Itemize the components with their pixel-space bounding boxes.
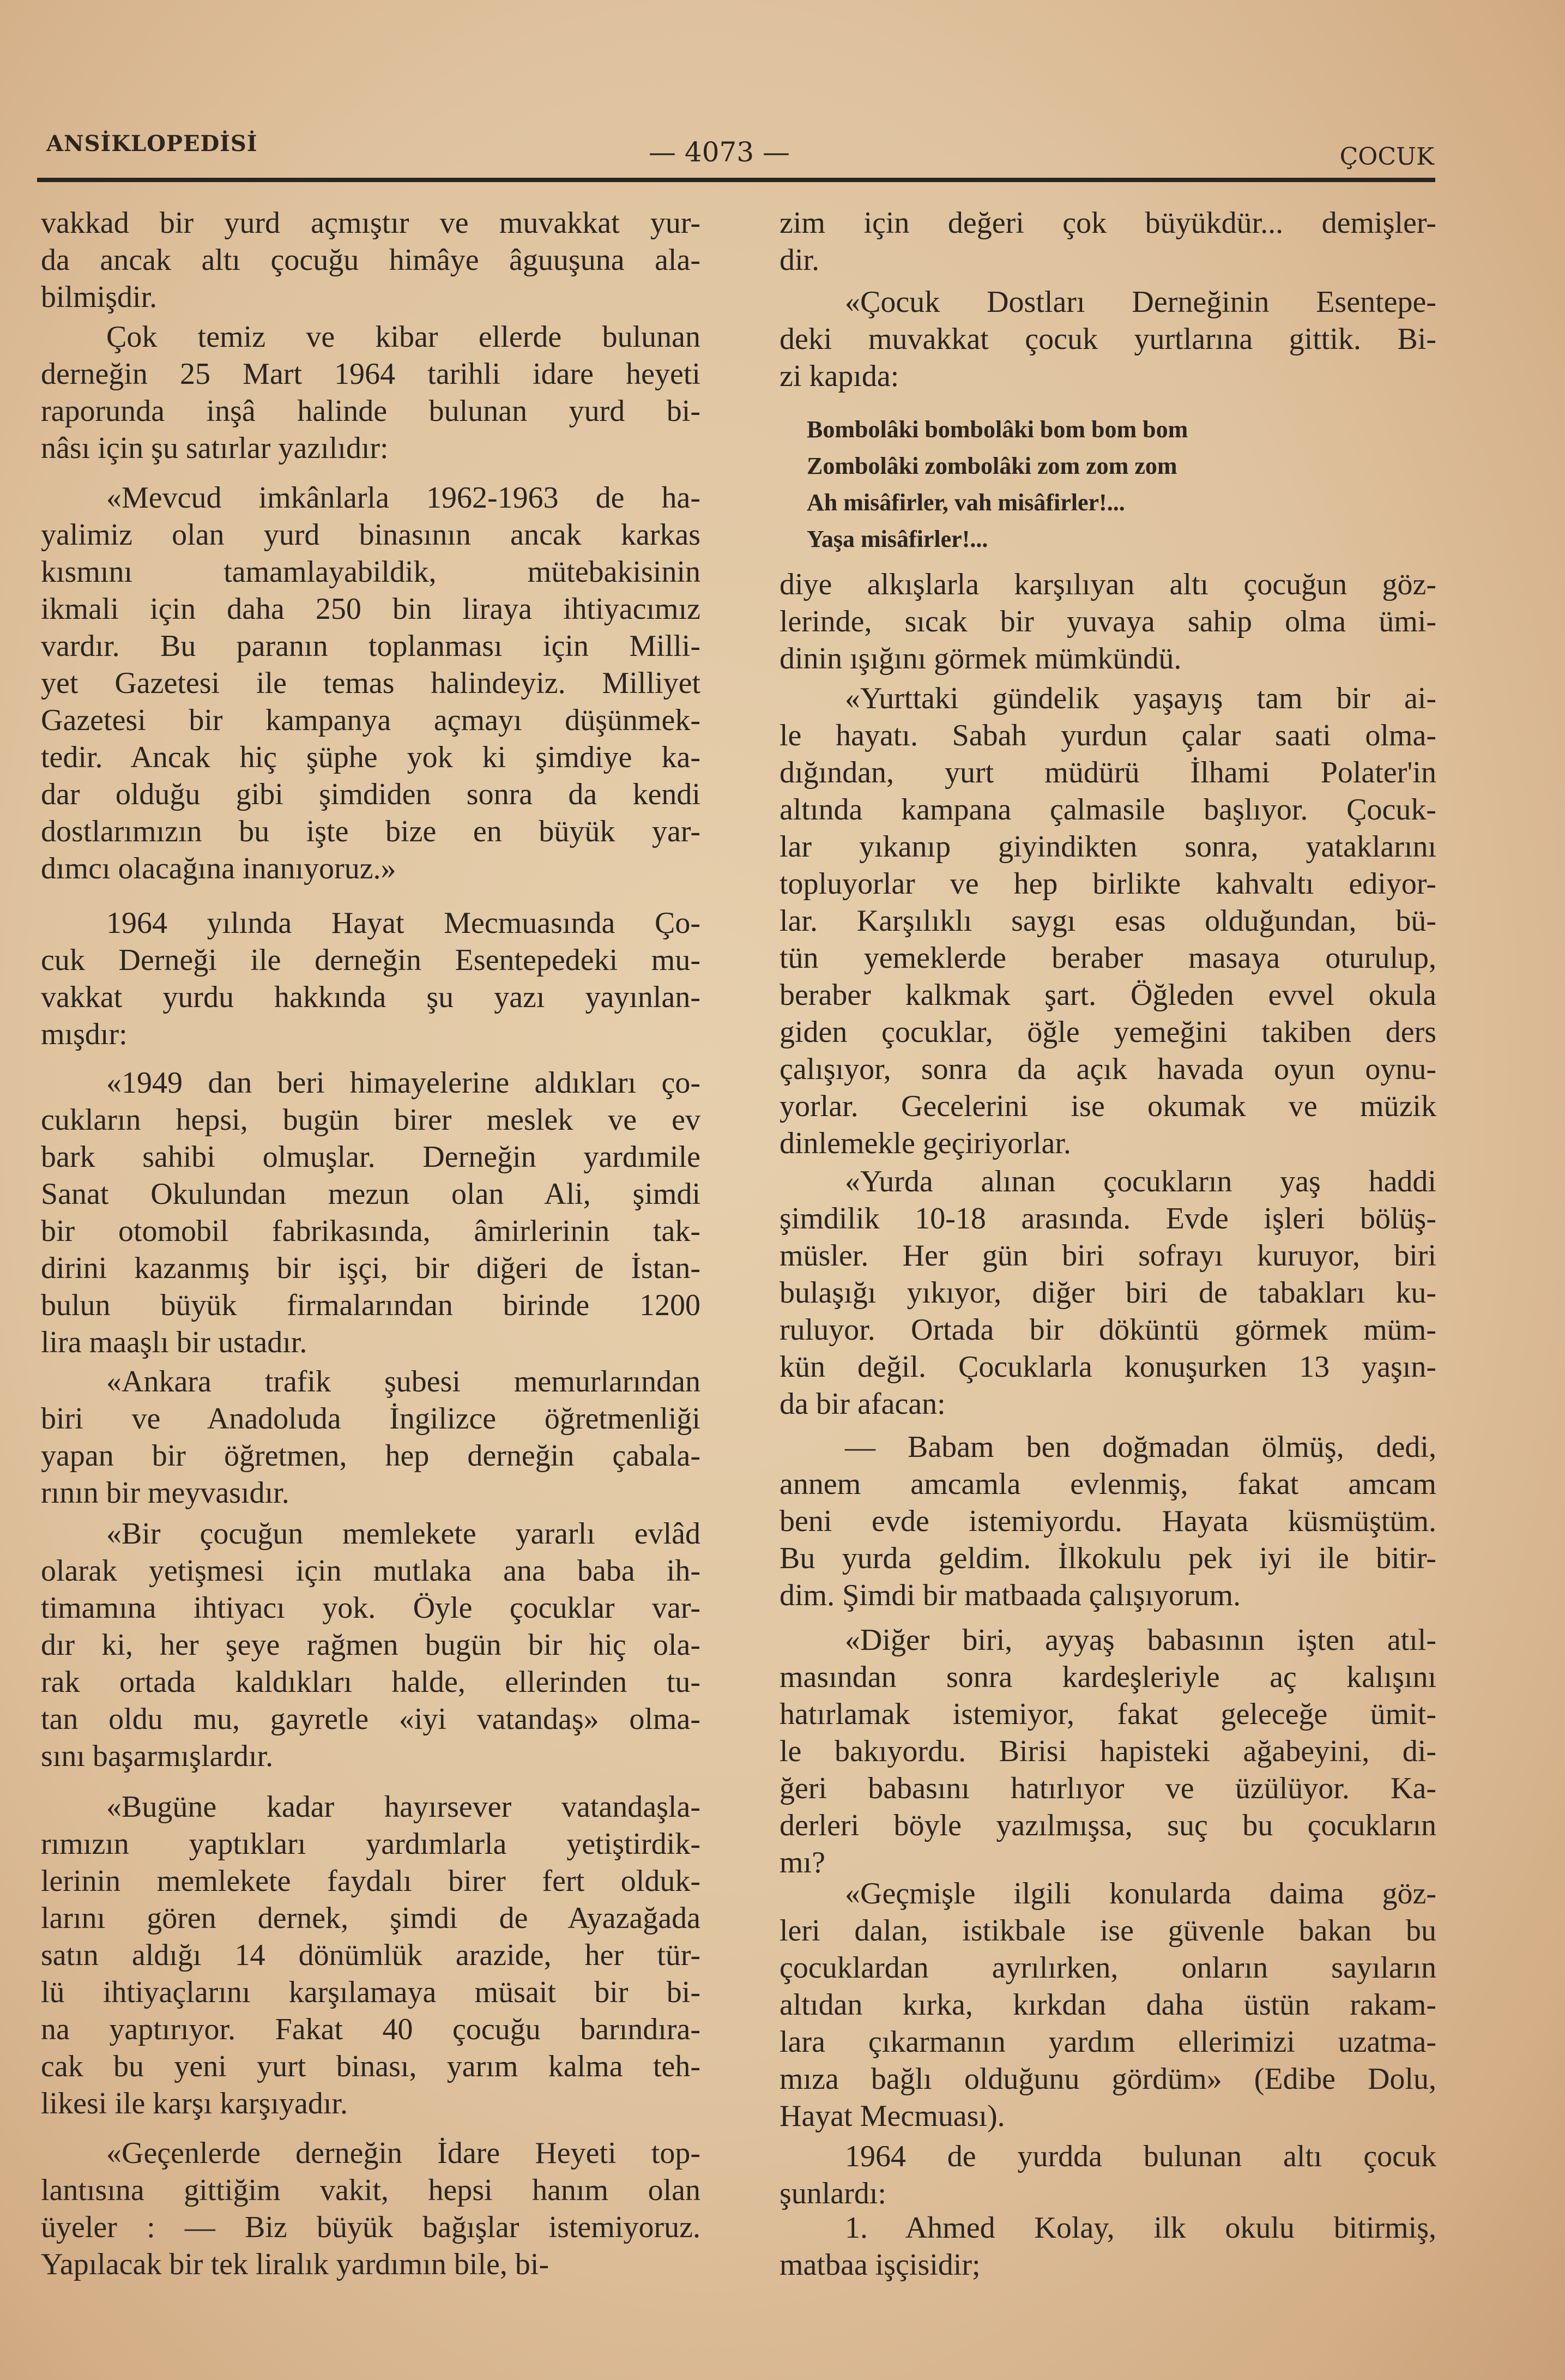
poem-verse xyxy=(780,411,1436,557)
text-line: Ah misâfirler, vah misâfirler!... xyxy=(807,489,1125,516)
text-line: lerinde, sıcak bir yuvaya sahip olma ümi- xyxy=(780,605,1436,638)
text-line: bulun büyük firmalarından birinde 1200 xyxy=(41,1288,700,1322)
text-line: «Yurda alınan çocukların yaş haddi xyxy=(845,1165,1436,1198)
text-line: matbaa işçisidir; xyxy=(780,2248,981,2282)
text-line: likesi ile karşı karşıyadır. xyxy=(41,2087,348,2120)
text-line: le bakıyordu. Birisi hapisteki ağabeyini, di- xyxy=(780,1734,1436,1768)
text-line: bulaşığı yıkıyor, diğer biri de tabakları ku- xyxy=(780,1276,1436,1310)
text-line: vakkad bir yurd açmıştır ve muvakkat yur- xyxy=(41,206,700,240)
paragraph xyxy=(41,1363,700,1511)
text-line: masından sonra kardeşleriyle aç kalışını xyxy=(780,1660,1436,1694)
text-line: «Yurttaki gündelik yaşayış tam bir ai- xyxy=(845,682,1436,715)
running-header-title: ANSİKLOPEDİSİ xyxy=(46,131,258,156)
text-line: mıza bağlı olduğunu gördüm» (Edibe Dolu, xyxy=(780,2062,1436,2096)
text-line: üyeler : — Biz büyük bağışlar istemiyoruz. xyxy=(41,2210,700,2244)
text-line: müsler. Her gün biri sofrayı kuruyor, biri xyxy=(780,1239,1436,1273)
paragraph xyxy=(780,204,1436,279)
text-line: «Mevcud imkânlarla 1962-1963 de ha- xyxy=(106,481,700,515)
text-line: da bir afacan: xyxy=(780,1387,946,1421)
text-line: 1964 yılında Hayat Mecmuasında Ço- xyxy=(106,906,700,940)
text-line: satın aldığı 14 dönümlük arazide, her tür- xyxy=(41,1938,700,1972)
text-line: hatırlamak istemiyor, fakat geleceğe ümit- xyxy=(780,1697,1436,1731)
text-line: timamına ihtiyacı yok. Öyle çocuklar var- xyxy=(41,1591,700,1625)
text-line: kısmını tamamlayabildik, mütebakisinin xyxy=(41,555,700,589)
text-line: vakkat yurdu hakkında şu yazı yayınlan- xyxy=(41,980,700,1014)
text-line: na yaptırıyor. Fakat 40 çocuğu barındıra- xyxy=(41,2013,700,2046)
text-line: lira maaşlı bir ustadır. xyxy=(41,1325,307,1359)
text-line: ğeri babasını hatırlıyor ve üzülüyor. Ka- xyxy=(780,1772,1436,1805)
text-line: dır ki, her şeye rağmen bugün bir hiç ola- xyxy=(41,1628,700,1662)
text-line: lara çıkarmanın yardım ellerimizi uzatma- xyxy=(780,2025,1436,2059)
text-line: şunlardı: xyxy=(780,2177,886,2210)
text-line: Çok temiz ve kibar ellerde bulunan xyxy=(106,320,700,354)
text-line: mışdır: xyxy=(41,1017,128,1051)
text-line: zim için değeri çok büyükdür... demişler- xyxy=(780,206,1436,240)
text-line: dirini kazanmış bir işçi, bir diğeri de İstan- xyxy=(41,1251,700,1285)
text-line: Sanat Okulundan mezun olan Ali, şimdi xyxy=(41,1177,700,1211)
paragraph xyxy=(780,1163,1436,1423)
paragraph xyxy=(780,1622,1436,1881)
paragraph xyxy=(780,2138,1436,2212)
text-line: yet Gazetesi ile temas halindeyiz. Milliyet xyxy=(41,666,700,700)
header-rule xyxy=(37,178,1435,182)
text-line: tan oldu mu, gayretle «iyi vatandaş» olma- xyxy=(41,1702,700,1736)
paragraph xyxy=(41,2135,700,2283)
text-line: giden çocuklar, öğle yemeğini takiben ders xyxy=(780,1015,1436,1049)
text-line: «Ankara trafik şubesi memurlarından xyxy=(106,1365,700,1399)
text-line: larını gören dernek, şimdi de Ayazağada xyxy=(41,1901,700,1935)
text-line: dim. Şimdi bir matbaada çalışıyorum. xyxy=(780,1578,1241,1612)
text-line: olarak yetişmesi için mutlaka ana baba ih- xyxy=(41,1554,700,1588)
text-line: Zombolâki zombolâki zom zom zom xyxy=(807,453,1177,479)
text-line: derleri böyle yazılmışsa, suç bu çocukların xyxy=(780,1809,1436,1842)
paragraph xyxy=(780,2209,1436,2283)
text-line: çocuklardan ayrılırken, onların sayıların xyxy=(780,1951,1436,1985)
text-line: leri dalan, istikbale ise güvenle bakan bu xyxy=(780,1914,1436,1948)
text-line: dostlarımızın bu işte bize en büyük yar- xyxy=(41,815,700,848)
text-line: dığından, yurt müdürü İlhami Polater'in xyxy=(780,756,1436,790)
text-line: lar yıkanıp giyindikten sonra, yataklarını xyxy=(780,830,1436,864)
page-number: — 4073 — xyxy=(649,136,790,168)
text-line: 1964 de yurdda bulunan altı çocuk xyxy=(845,2140,1436,2173)
text-line: derneğin 25 Mart 1964 tarihli idare heyeti xyxy=(41,357,700,391)
text-line: biri ve Anadoluda İngilizce öğretmenliği xyxy=(41,1402,700,1436)
text-line: le hayatı. Sabah yurdun çalar saati olma- xyxy=(780,719,1436,752)
paragraph xyxy=(780,1429,1436,1614)
paragraph xyxy=(780,284,1436,395)
paragraph xyxy=(780,680,1436,1162)
text-line: dımcı olacağına inanıyoruz.» xyxy=(41,852,396,885)
text-line: diye alkışlarla karşılıyan altı çocuğun göz- xyxy=(780,568,1436,601)
text-line: lantısına gittiğim vakit, hepsi hanım olan xyxy=(41,2173,700,2207)
text-line: vardır. Bu paranın toplanması için Milli- xyxy=(41,629,700,663)
text-line: dinin ışığını görmek mümkündü. xyxy=(780,642,1182,676)
text-line: Hayat Mecmuası). xyxy=(780,2099,1005,2133)
text-line: zi kapıda: xyxy=(780,359,899,393)
text-line: sını başarmışlardır. xyxy=(41,1739,274,1773)
text-line: ruluyor. Ortada bir döküntü görmek müm- xyxy=(780,1313,1436,1347)
text-line: Yapılacak bir tek liralık yardımın bile, bi- xyxy=(41,2248,549,2281)
text-line: «Bir çocuğun memlekete yararlı evlâd xyxy=(106,1517,700,1551)
text-line: yalimiz olan yurd binasının ancak karkas xyxy=(41,518,700,552)
text-line: yapan bir öğretmen, hep derneğin çabala- xyxy=(41,1439,700,1473)
text-line: altında kampana çalmasile başlıyor. Çocuk- xyxy=(780,793,1436,827)
running-header-section: ÇOCUK xyxy=(1339,143,1434,171)
text-line: Bu yurda geldim. İlkokulu pek iyi ile bitir- xyxy=(780,1541,1436,1575)
text-line: «Çocuk Dostları Derneğinin Esentepe- xyxy=(845,285,1436,319)
text-line: şimdilik 10-18 arasında. Evde işleri bölüş- xyxy=(780,1202,1436,1236)
text-line: topluyorlar ve hep birlikte kahvaltı ediyor- xyxy=(780,867,1436,901)
paragraph xyxy=(41,1064,700,1361)
text-line: «Diğer biri, ayyaş babasının işten atıl- xyxy=(845,1623,1436,1657)
text-line: «Bugüne kadar hayırsever vatandaşla- xyxy=(106,1790,700,1824)
text-line: yorlar. Gecelerini ise okumak ve müzik xyxy=(780,1089,1436,1123)
paragraph xyxy=(41,905,700,1053)
text-line: beni evde istemiyordu. Hayata küsmüştüm. xyxy=(780,1504,1436,1538)
text-line: rak ortada kaldıkları halde, ellerinden tu- xyxy=(41,1665,700,1699)
paragraph xyxy=(780,1875,1436,2135)
text-line: beraber kalkmak şart. Öğleden evvel okula xyxy=(780,978,1436,1012)
paragraph xyxy=(41,318,700,467)
text-line: bilmişdir. xyxy=(41,280,158,314)
text-line: nâsı için şu satırlar yazılıdır: xyxy=(41,431,389,465)
paragraph xyxy=(41,204,700,316)
text-line: «Geçmişle ilgili konularda daima göz- xyxy=(845,1877,1436,1911)
text-line: tün yemeklerde beraber masaya oturulup, xyxy=(780,941,1436,975)
text-line: dir. xyxy=(780,243,820,277)
text-line: da ancak altı çocuğu himâye âguuşuna ala- xyxy=(41,243,700,277)
text-line: rımızın yaptıkları yardımlarla yetiştirdik- xyxy=(41,1827,700,1861)
text-line: 1. Ahmed Kolay, ilk okulu bitirmiş, xyxy=(845,2211,1436,2245)
text-line: Gazetesi bir kampanya açmayı düşünmek- xyxy=(41,703,700,737)
text-line: raporunda inşâ halinde bulunan yurd bi- xyxy=(41,394,700,428)
paragraph xyxy=(41,1788,700,2122)
paragraph xyxy=(41,479,700,887)
text-line: — Babam ben doğmadan ölmüş, dedi, xyxy=(845,1430,1436,1464)
text-line: rının bir meyvasıdır. xyxy=(41,1476,289,1510)
text-line: Bombolâki bombolâki bom bom bom xyxy=(807,416,1188,443)
text-line: bir otomobil fabrikasında, âmirlerinin tak- xyxy=(41,1214,700,1248)
text-line: lerinin memlekete faydalı birer fert olduk- xyxy=(41,1864,700,1898)
text-line: «Geçenlerde derneğin İdare Heyeti top- xyxy=(106,2136,700,2170)
text-line: dinlemekle geçiriyorlar. xyxy=(780,1126,1071,1160)
text-line: çalışıyor, sonra da açık havada oyun oynu- xyxy=(780,1052,1436,1086)
text-line: altıdan kırka, kırkdan daha üstün rakam- xyxy=(780,1988,1436,2022)
text-line: Yaşa misâfirler!... xyxy=(807,526,988,552)
text-line: ikmali için daha 250 bin liraya ihtiyacımız xyxy=(41,592,700,626)
paragraph xyxy=(41,1515,700,1775)
text-line: cukların hepsi, bugün birer meslek ve ev xyxy=(41,1103,700,1137)
text-line: tedir. Ancak hiç şüphe yok ki şimdiye ka- xyxy=(41,740,700,774)
paragraph xyxy=(780,566,1436,677)
text-line: bark sahibi olmuşlar. Derneğin yardımile xyxy=(41,1140,700,1174)
text-line: dar olduğu gibi şimdiden sonra da kendi xyxy=(41,778,700,811)
text-line: lü ihtiyaçlarını karşılamaya müsait bir bi- xyxy=(41,1975,700,2009)
text-line: lar. Karşılıklı saygı esas olduğundan, bü- xyxy=(780,904,1436,938)
text-line: cuk Derneği ile derneğin Esentepedeki mu- xyxy=(41,943,700,977)
text-line: deki muvakkat çocuk yurtlarına gittik. Bi- xyxy=(780,322,1436,356)
text-line: kün değil. Çocuklarla konuşurken 13 yaşın- xyxy=(780,1350,1436,1384)
text-line: cak bu yeni yurt binası, yarım kalma teh- xyxy=(41,2050,700,2083)
text-line: mı? xyxy=(780,1846,825,1879)
text-line: annem amcamla evlenmiş, fakat amcam xyxy=(780,1467,1436,1501)
text-line: «1949 dan beri himayelerine aldıkları ço- xyxy=(106,1066,700,1100)
